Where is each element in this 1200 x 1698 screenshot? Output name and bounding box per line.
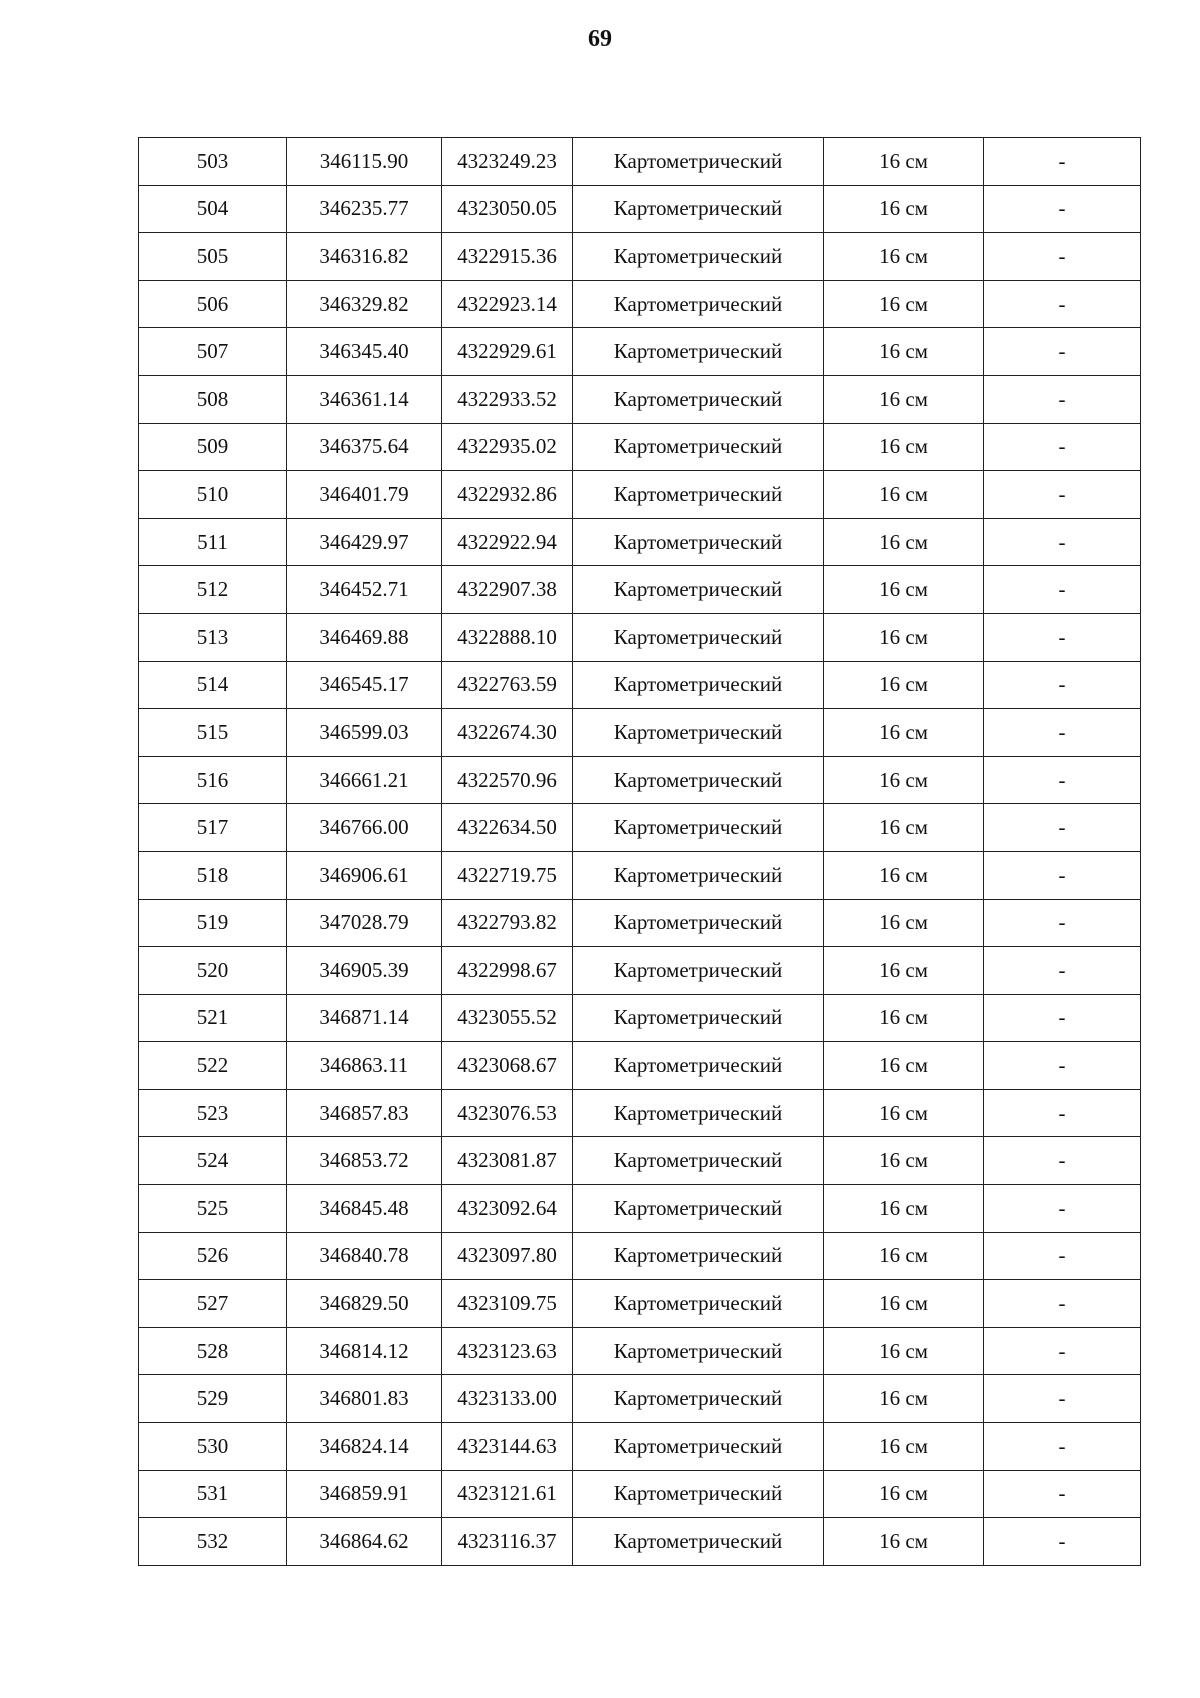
table-row (139, 1089, 1141, 1137)
table-row (139, 709, 1141, 757)
method-cell: Картометрический (573, 1232, 824, 1280)
x-coordinate-cell: 346863.11 (287, 1042, 442, 1090)
method-cell: Картометрический (573, 1375, 824, 1423)
point-number-cell: 529 (139, 1375, 287, 1423)
table-row (139, 185, 1141, 233)
x-coordinate-cell: 346801.83 (287, 1375, 442, 1423)
y-coordinate-cell: 4322719.75 (442, 851, 573, 899)
note-cell: - (984, 233, 1141, 281)
x-coordinate-cell: 346452.71 (287, 566, 442, 614)
x-coordinate-cell: 347028.79 (287, 899, 442, 947)
x-coordinate-cell: 346429.97 (287, 518, 442, 566)
x-coordinate-cell: 346235.77 (287, 185, 442, 233)
note-cell: - (984, 1042, 1141, 1090)
y-coordinate-cell: 4322929.61 (442, 328, 573, 376)
y-coordinate-cell: 4322915.36 (442, 233, 573, 281)
y-coordinate-cell: 4322674.30 (442, 709, 573, 757)
precision-cell: 16 см (824, 1518, 984, 1566)
method-cell: Картометрический (573, 709, 824, 757)
point-number-cell: 521 (139, 994, 287, 1042)
y-coordinate-cell: 4323076.53 (442, 1089, 573, 1137)
y-coordinate-cell: 4323133.00 (442, 1375, 573, 1423)
method-cell: Картометрический (573, 1327, 824, 1375)
y-coordinate-cell: 4322935.02 (442, 423, 573, 471)
precision-cell: 16 см (824, 1423, 984, 1471)
method-cell: Картометрический (573, 756, 824, 804)
point-number-cell: 522 (139, 1042, 287, 1090)
precision-cell: 16 см (824, 1327, 984, 1375)
point-number-cell: 512 (139, 566, 287, 614)
point-number-cell: 518 (139, 851, 287, 899)
point-number-cell: 506 (139, 280, 287, 328)
x-coordinate-cell: 346824.14 (287, 1423, 442, 1471)
table-row (139, 1423, 1141, 1471)
point-number-cell: 523 (139, 1089, 287, 1137)
x-coordinate-cell: 346859.91 (287, 1470, 442, 1518)
x-coordinate-cell: 346871.14 (287, 994, 442, 1042)
method-cell: Картометрический (573, 233, 824, 281)
method-cell: Картометрический (573, 471, 824, 519)
table-row (139, 328, 1141, 376)
method-cell: Картометрический (573, 994, 824, 1042)
method-cell: Картометрический (573, 613, 824, 661)
y-coordinate-cell: 4323092.64 (442, 1185, 573, 1233)
x-coordinate-cell: 346316.82 (287, 233, 442, 281)
x-coordinate-cell: 346829.50 (287, 1280, 442, 1328)
table-row (139, 1137, 1141, 1185)
precision-cell: 16 см (824, 804, 984, 852)
note-cell: - (984, 1232, 1141, 1280)
method-cell: Картометрический (573, 1089, 824, 1137)
table-row (139, 375, 1141, 423)
y-coordinate-cell: 4323249.23 (442, 138, 573, 186)
precision-cell: 16 см (824, 994, 984, 1042)
note-cell: - (984, 661, 1141, 709)
y-coordinate-cell: 4323081.87 (442, 1137, 573, 1185)
precision-cell: 16 см (824, 1089, 984, 1137)
method-cell: Картометрический (573, 899, 824, 947)
y-coordinate-cell: 4323068.67 (442, 1042, 573, 1090)
method-cell: Картометрический (573, 328, 824, 376)
point-number-cell: 519 (139, 899, 287, 947)
precision-cell: 16 см (824, 138, 984, 186)
method-cell: Картометрический (573, 1280, 824, 1328)
precision-cell: 16 см (824, 1470, 984, 1518)
table-row (139, 1375, 1141, 1423)
method-cell: Картометрический (573, 851, 824, 899)
y-coordinate-cell: 4322763.59 (442, 661, 573, 709)
precision-cell: 16 см (824, 280, 984, 328)
table-row (139, 423, 1141, 471)
precision-cell: 16 см (824, 328, 984, 376)
y-coordinate-cell: 4323050.05 (442, 185, 573, 233)
y-coordinate-cell: 4322923.14 (442, 280, 573, 328)
point-number-cell: 528 (139, 1327, 287, 1375)
note-cell: - (984, 185, 1141, 233)
precision-cell: 16 см (824, 233, 984, 281)
table-row (139, 1280, 1141, 1328)
table-row (139, 233, 1141, 281)
note-cell: - (984, 375, 1141, 423)
note-cell: - (984, 1185, 1141, 1233)
method-cell: Картометрический (573, 1518, 824, 1566)
note-cell: - (984, 1470, 1141, 1518)
note-cell: - (984, 613, 1141, 661)
x-coordinate-cell: 346840.78 (287, 1232, 442, 1280)
point-number-cell: 513 (139, 613, 287, 661)
x-coordinate-cell: 346864.62 (287, 1518, 442, 1566)
table-row (139, 1470, 1141, 1518)
point-number-cell: 509 (139, 423, 287, 471)
x-coordinate-cell: 346469.88 (287, 613, 442, 661)
point-number-cell: 520 (139, 947, 287, 995)
method-cell: Картометрический (573, 804, 824, 852)
coordinates-table (138, 137, 1141, 1566)
point-number-cell: 507 (139, 328, 287, 376)
note-cell: - (984, 947, 1141, 995)
table-row (139, 1185, 1141, 1233)
note-cell: - (984, 471, 1141, 519)
table-row (139, 138, 1141, 186)
y-coordinate-cell: 4322933.52 (442, 375, 573, 423)
x-coordinate-cell: 346853.72 (287, 1137, 442, 1185)
point-number-cell: 504 (139, 185, 287, 233)
x-coordinate-cell: 346814.12 (287, 1327, 442, 1375)
note-cell: - (984, 994, 1141, 1042)
x-coordinate-cell: 346401.79 (287, 471, 442, 519)
table-row (139, 471, 1141, 519)
method-cell: Картометрический (573, 423, 824, 471)
note-cell: - (984, 804, 1141, 852)
precision-cell: 16 см (824, 899, 984, 947)
precision-cell: 16 см (824, 661, 984, 709)
table-row (139, 518, 1141, 566)
precision-cell: 16 см (824, 1185, 984, 1233)
table-row (139, 1232, 1141, 1280)
table-row (139, 899, 1141, 947)
x-coordinate-cell: 346845.48 (287, 1185, 442, 1233)
method-cell: Картометрический (573, 1042, 824, 1090)
table-row (139, 566, 1141, 614)
note-cell: - (984, 328, 1141, 376)
method-cell: Картометрический (573, 947, 824, 995)
note-cell: - (984, 1280, 1141, 1328)
note-cell: - (984, 138, 1141, 186)
point-number-cell: 531 (139, 1470, 287, 1518)
table-row (139, 994, 1141, 1042)
point-number-cell: 524 (139, 1137, 287, 1185)
precision-cell: 16 см (824, 471, 984, 519)
precision-cell: 16 см (824, 1375, 984, 1423)
precision-cell: 16 см (824, 709, 984, 757)
note-cell: - (984, 1089, 1141, 1137)
point-number-cell: 530 (139, 1423, 287, 1471)
point-number-cell: 515 (139, 709, 287, 757)
method-cell: Картометрический (573, 1185, 824, 1233)
note-cell: - (984, 709, 1141, 757)
x-coordinate-cell: 346345.40 (287, 328, 442, 376)
precision-cell: 16 см (824, 423, 984, 471)
method-cell: Картометрический (573, 1137, 824, 1185)
note-cell: - (984, 1423, 1141, 1471)
y-coordinate-cell: 4322932.86 (442, 471, 573, 519)
table-row (139, 851, 1141, 899)
x-coordinate-cell: 346661.21 (287, 756, 442, 804)
table-row (139, 661, 1141, 709)
table-row (139, 1042, 1141, 1090)
note-cell: - (984, 566, 1141, 614)
y-coordinate-cell: 4323123.63 (442, 1327, 573, 1375)
precision-cell: 16 см (824, 613, 984, 661)
point-number-cell: 525 (139, 1185, 287, 1233)
x-coordinate-cell: 346906.61 (287, 851, 442, 899)
note-cell: - (984, 1137, 1141, 1185)
point-number-cell: 510 (139, 471, 287, 519)
y-coordinate-cell: 4323116.37 (442, 1518, 573, 1566)
table-row (139, 804, 1141, 852)
x-coordinate-cell: 346115.90 (287, 138, 442, 186)
table-row (139, 280, 1141, 328)
note-cell: - (984, 280, 1141, 328)
y-coordinate-cell: 4323109.75 (442, 1280, 573, 1328)
x-coordinate-cell: 346329.82 (287, 280, 442, 328)
x-coordinate-cell: 346857.83 (287, 1089, 442, 1137)
table-row (139, 756, 1141, 804)
y-coordinate-cell: 4323121.61 (442, 1470, 573, 1518)
note-cell: - (984, 1518, 1141, 1566)
precision-cell: 16 см (824, 518, 984, 566)
precision-cell: 16 см (824, 1137, 984, 1185)
x-coordinate-cell: 346545.17 (287, 661, 442, 709)
point-number-cell: 508 (139, 375, 287, 423)
precision-cell: 16 см (824, 1280, 984, 1328)
y-coordinate-cell: 4322793.82 (442, 899, 573, 947)
table-row (139, 1518, 1141, 1566)
precision-cell: 16 см (824, 566, 984, 614)
x-coordinate-cell: 346599.03 (287, 709, 442, 757)
y-coordinate-cell: 4322570.96 (442, 756, 573, 804)
precision-cell: 16 см (824, 756, 984, 804)
precision-cell: 16 см (824, 185, 984, 233)
y-coordinate-cell: 4322998.67 (442, 947, 573, 995)
precision-cell: 16 см (824, 947, 984, 995)
x-coordinate-cell: 346375.64 (287, 423, 442, 471)
point-number-cell: 527 (139, 1280, 287, 1328)
point-number-cell: 532 (139, 1518, 287, 1566)
table-row (139, 1327, 1141, 1375)
point-number-cell: 511 (139, 518, 287, 566)
method-cell: Картометрический (573, 518, 824, 566)
note-cell: - (984, 899, 1141, 947)
y-coordinate-cell: 4322907.38 (442, 566, 573, 614)
y-coordinate-cell: 4322888.10 (442, 613, 573, 661)
point-number-cell: 526 (139, 1232, 287, 1280)
coordinates-table-body (139, 138, 1141, 1566)
note-cell: - (984, 518, 1141, 566)
y-coordinate-cell: 4322922.94 (442, 518, 573, 566)
method-cell: Картометрический (573, 185, 824, 233)
note-cell: - (984, 1327, 1141, 1375)
note-cell: - (984, 851, 1141, 899)
precision-cell: 16 см (824, 375, 984, 423)
method-cell: Картометрический (573, 138, 824, 186)
method-cell: Картометрический (573, 280, 824, 328)
method-cell: Картометрический (573, 375, 824, 423)
table-row (139, 947, 1141, 995)
x-coordinate-cell: 346905.39 (287, 947, 442, 995)
note-cell: - (984, 756, 1141, 804)
y-coordinate-cell: 4323055.52 (442, 994, 573, 1042)
point-number-cell: 514 (139, 661, 287, 709)
method-cell: Картометрический (573, 1423, 824, 1471)
point-number-cell: 503 (139, 138, 287, 186)
method-cell: Картометрический (573, 566, 824, 614)
note-cell: - (984, 423, 1141, 471)
method-cell: Картометрический (573, 1470, 824, 1518)
y-coordinate-cell: 4323144.63 (442, 1423, 573, 1471)
x-coordinate-cell: 346766.00 (287, 804, 442, 852)
method-cell: Картометрический (573, 661, 824, 709)
page-number: 69 (588, 26, 612, 52)
point-number-cell: 517 (139, 804, 287, 852)
point-number-cell: 516 (139, 756, 287, 804)
table-row (139, 613, 1141, 661)
precision-cell: 16 см (824, 1042, 984, 1090)
note-cell: - (984, 1375, 1141, 1423)
precision-cell: 16 см (824, 851, 984, 899)
y-coordinate-cell: 4322634.50 (442, 804, 573, 852)
y-coordinate-cell: 4323097.80 (442, 1232, 573, 1280)
x-coordinate-cell: 346361.14 (287, 375, 442, 423)
precision-cell: 16 см (824, 1232, 984, 1280)
point-number-cell: 505 (139, 233, 287, 281)
